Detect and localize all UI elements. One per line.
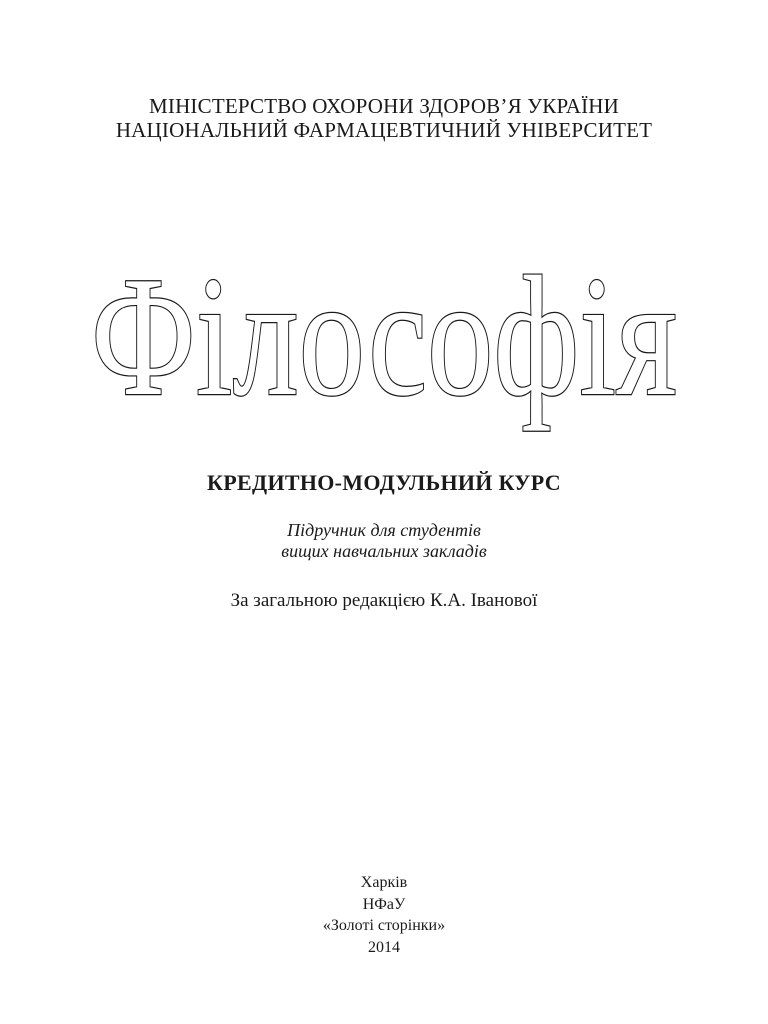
book-title [0, 262, 768, 442]
description-line-1: Підручник для студентів [287, 520, 481, 540]
book-subtitle: КРЕДИТНО-МОДУЛЬНИЙ КУРС [207, 470, 561, 495]
ministry-name: МІНІСТЕРСТВО ОХОРОНИ ЗДОРОВ’Я УКРАЇНИ [149, 94, 619, 118]
description-line-2: вищих навчальних закладів [281, 541, 487, 561]
imprint-series: «Золоті сторінки» [322, 917, 446, 934]
university-name: НАЦІОНАЛЬНИЙ ФАРМАЦЕВТИЧНИЙ УНІВЕРСИТЕТ [115, 118, 653, 142]
imprint-city: Харків [360, 874, 408, 891]
imprint-year: 2014 [368, 939, 400, 956]
imprint-publisher: НФаУ [362, 896, 406, 913]
editor-credit: За загальною редакцією К.А. Іванової [230, 590, 538, 611]
book-title-text: Філософія [91, 262, 677, 432]
